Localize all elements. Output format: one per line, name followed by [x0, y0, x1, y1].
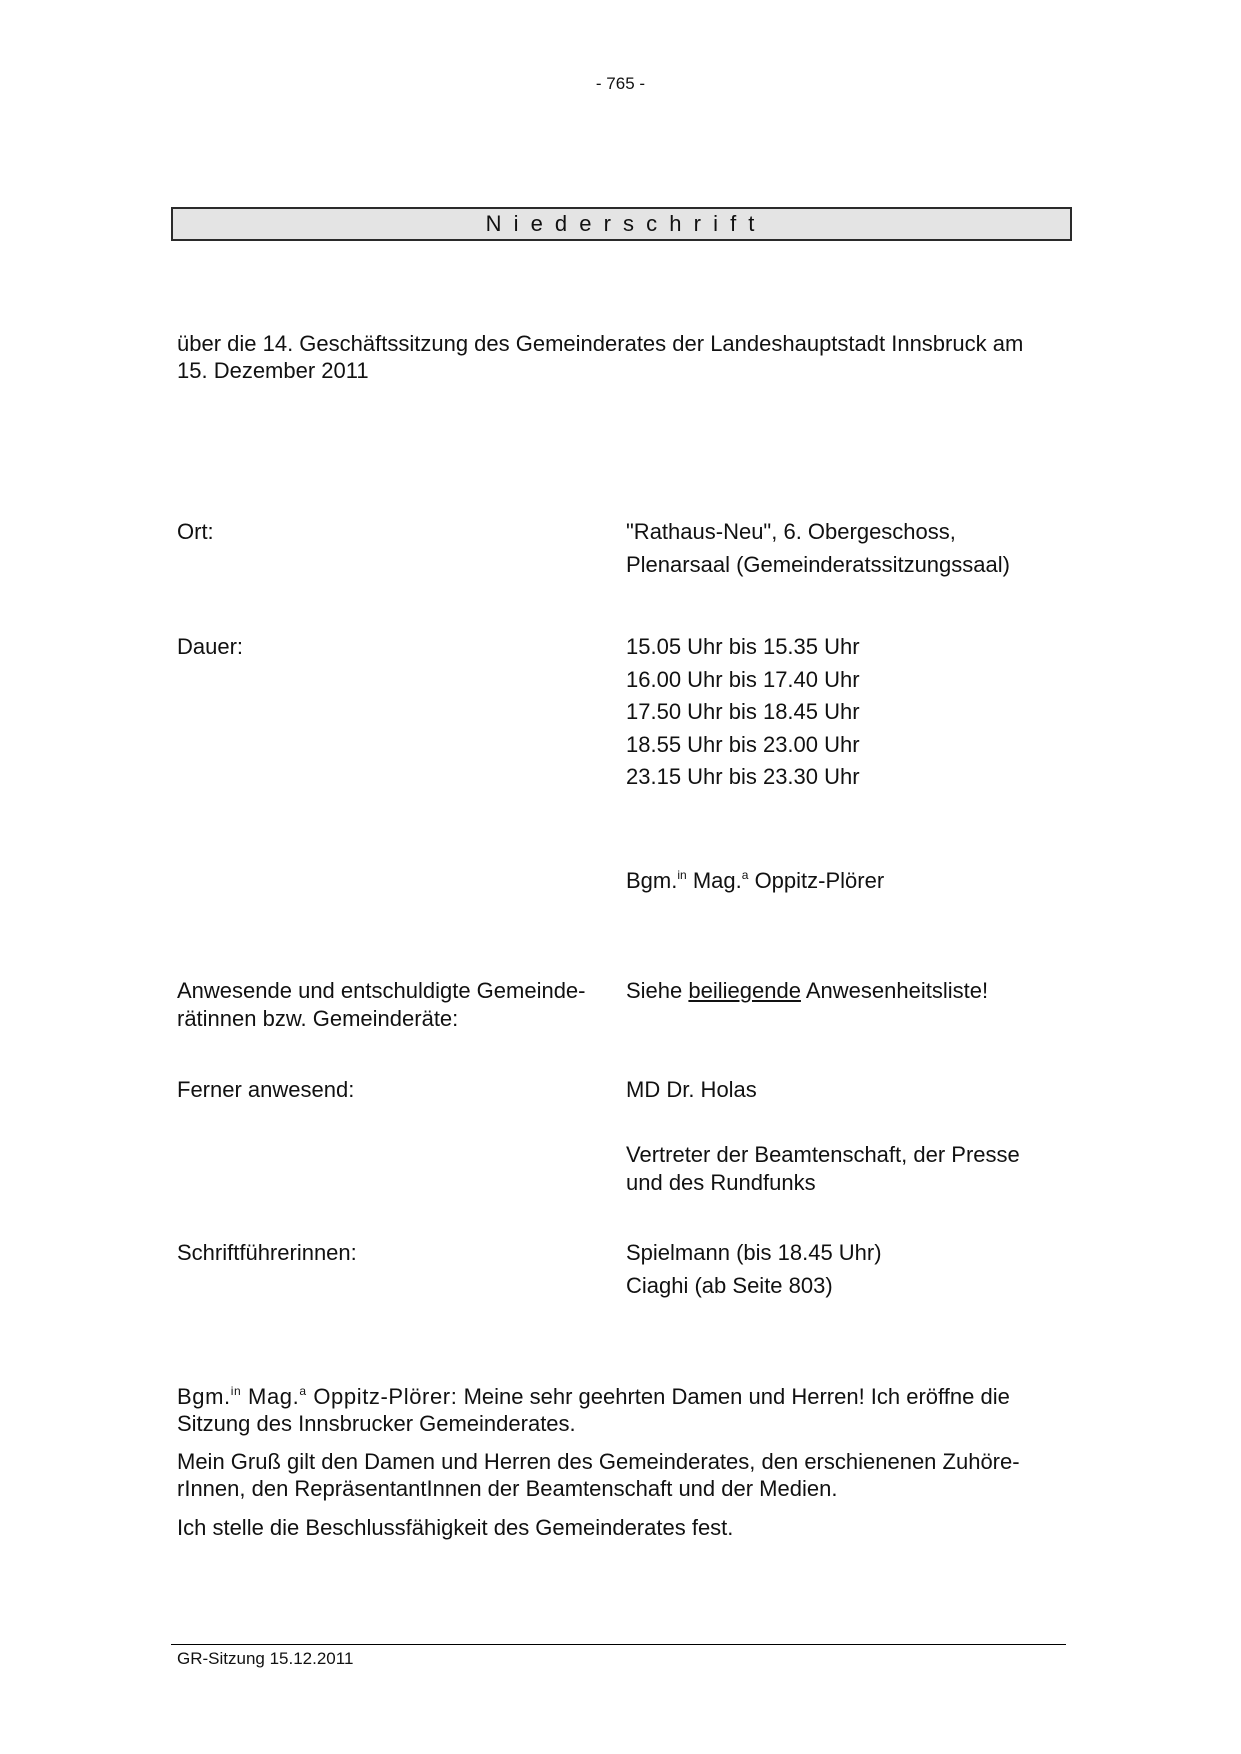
dauer-line: 18.55 Uhr bis 23.00 Uhr [626, 731, 860, 757]
speaker-sup1: in [230, 1384, 242, 1398]
ferner-value1 [626, 1076, 757, 1104]
vorsitz-title1: Bgm. [626, 868, 678, 893]
speech-paragraph-3 [177, 1514, 733, 1541]
ort-label-text: Ort: [177, 519, 214, 544]
anwesende-label [177, 977, 586, 1033]
dauer-line: 16.00 Uhr bis 17.40 Uhr [626, 666, 860, 692]
ferner-value2-line: und des Rundfunks [626, 1170, 816, 1195]
ferner-label-text: Ferner anwesend: [177, 1077, 355, 1102]
speech-paragraph-2 [177, 1449, 1020, 1502]
schriftfuehrer-line: Ciaghi (ab Seite 803) [626, 1272, 833, 1298]
speech-text: Meine sehr geehrten Damen und Herren! Ich eröffne die [463, 1384, 1010, 1409]
schriftfuehrer-line: Spielmann (bis 18.45 Uhr) [626, 1240, 882, 1265]
schriftfuehrer-label [177, 1237, 357, 1270]
speech-paragraph-1 [177, 1383, 1010, 1437]
schriftfuehrer-value [626, 1237, 882, 1302]
speech-line [177, 1383, 1010, 1410]
anwesende-underlined: beiliegende [688, 978, 801, 1003]
anwesende-value-line [626, 977, 988, 1005]
ort-line: Plenarsaal (Gemeinderatssitzungssaal) [626, 551, 1010, 577]
anwesende-suffix: Anwesenheitsliste! [805, 978, 989, 1003]
vorsitz-value [626, 865, 884, 898]
dauer-label [177, 631, 243, 664]
speaker-title2: Mag. [248, 1384, 300, 1409]
intro-paragraph [177, 330, 1023, 384]
page-number: - 765 - [595, 74, 646, 93]
vorsitz-title2: Mag. [692, 868, 742, 893]
dauer-line: 23.15 Uhr bis 23.30 Uhr [626, 764, 860, 789]
ferner-value1-text: MD Dr. Holas [626, 1077, 757, 1102]
ort-label [177, 516, 214, 549]
anwesende-label-line: rätinnen bzw. Gemeinderäte: [177, 1006, 459, 1031]
document-title: N i e d e r s c h r i f t [171, 207, 1072, 241]
anwesende-label-line: Anwesende und entschuldigte Gemeinde- [177, 978, 586, 1003]
footer-divider [171, 1644, 1066, 1645]
anwesende-value [626, 977, 988, 1005]
vorsitz-sup1: in [677, 868, 687, 882]
ferner-label [177, 1076, 354, 1104]
intro-line: 15. Dezember 2011 [177, 358, 369, 383]
speech-line: rInnen, den RepräsentantInnen der Beamtenschaft und der Medien. [177, 1475, 838, 1501]
intro-line: über die 14. Geschäftssitzung des Gemeinderates der Landeshauptstadt Innsbruck am [177, 331, 1024, 356]
speech-line: Mein Gruß gilt den Damen und Herren des Gemeinderates, den erschienenen Zuhöre- [177, 1449, 1020, 1474]
speaker-sup2: a [299, 1384, 307, 1398]
dauer-label-text: Dauer: [177, 634, 244, 659]
speech-line: Ich stelle die Beschlussfähigkeit des Gemeinderates fest. [177, 1515, 734, 1540]
dauer-line: 15.05 Uhr bis 15.35 Uhr [626, 634, 860, 659]
vorsitz-sup2: a [741, 868, 749, 882]
vorsitz-line [626, 865, 884, 898]
speaker-title1: Bgm. [177, 1384, 231, 1409]
speaker-surname: Oppitz-Plörer: [313, 1384, 458, 1409]
speech-line: Sitzung des Innsbrucker Gemeinderates. [177, 1411, 576, 1436]
vorsitz-name: Oppitz-Plörer [754, 868, 885, 893]
dauer-value [626, 631, 860, 794]
ort-value [626, 516, 1010, 581]
ferner-value2 [626, 1141, 1020, 1197]
speaker-name [177, 1384, 457, 1409]
footer-text: GR-Sitzung 15.12.2011 [177, 1649, 354, 1668]
ferner-value2-line: Vertreter der Beamtenschaft, der Presse [626, 1142, 1020, 1167]
schriftfuehrer-label-text: Schriftführerinnen: [177, 1240, 357, 1265]
anwesende-prefix: Siehe [626, 978, 683, 1003]
dauer-line: 17.50 Uhr bis 18.45 Uhr [626, 699, 860, 724]
ort-line: "Rathaus-Neu", 6. Obergeschoss, [626, 519, 956, 544]
